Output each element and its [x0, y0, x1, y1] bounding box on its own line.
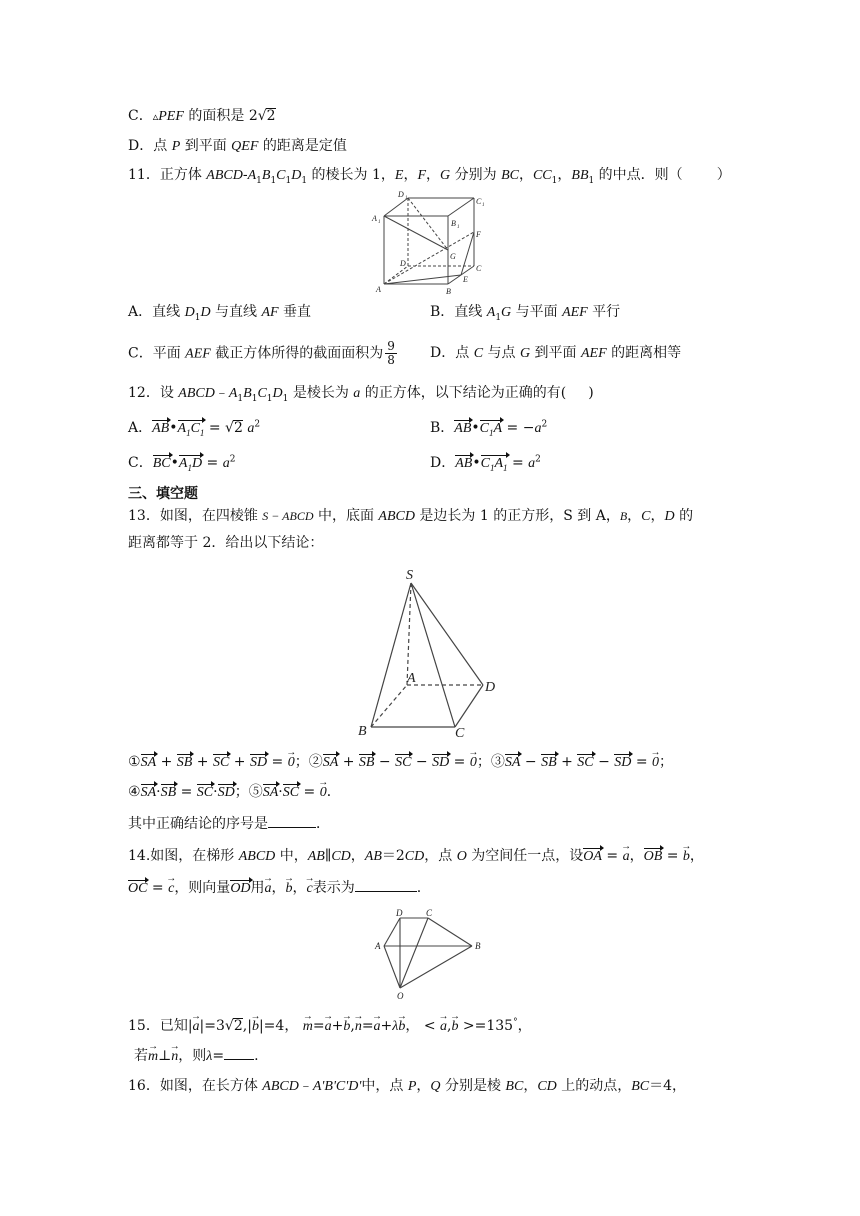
label-a: A: [407, 671, 416, 686]
fraction-9-8: $\frac{9}{8}$: [387, 339, 395, 367]
segment-oc: [400, 918, 428, 988]
svg-text:1: 1: [457, 225, 460, 230]
q15-stem-line2: 若→ m⊥→ n，则λ= .: [134, 1046, 259, 1067]
q12-option-c[interactable]: C．$BC•A_1D = a^2$: [128, 454, 236, 473]
label-f: F: [476, 230, 481, 239]
edge-sa: [407, 583, 411, 685]
answer-blank-15[interactable]: [224, 1059, 254, 1060]
cube-figure: [370, 188, 490, 298]
label-d: D: [485, 680, 496, 695]
segment-oa: [384, 946, 400, 988]
pyramid-figure: [355, 565, 505, 740]
q12-stem: 12．设 $ABCD﹣A_1B_1C_1D_1$ 是棱长为 a 的正方体，以下结论为正确的有( ): [128, 385, 594, 404]
edge-sb: [371, 583, 411, 727]
answer-blank-14[interactable]: [355, 891, 417, 892]
q14-stem-line2: OC = → c，则向量OD用→ a，→ b，→ c表示为 .: [128, 878, 421, 899]
q13-stem-line2: 距离都等于 2．给出以下结论：: [128, 535, 324, 551]
q13-stem: 13．如图，在四棱锥 S − ABCD 中，底面 ABCD 是边长为 1 的正方形，S 到 A，B，C，D 的: [128, 508, 694, 524]
edge-b1c1: [448, 198, 474, 216]
q12-option-d[interactable]: D．$AB•C_1A_1 = a^2$: [430, 454, 541, 473]
label-g: G: [450, 252, 456, 261]
label-s: S: [406, 568, 413, 583]
q15-stem: 15．已知|→ a|=3√2,|→ b|=4， → m=→ a+→ b,→ n=→ a+λ→ b， < → a,→ b >=135°，: [128, 1016, 532, 1037]
q16-stem: 16．如图，在长方体 ABCD﹣A'B'C'D'中，点 P，Q 分别是棱 BC，CD 上的动点，BC＝4，: [128, 1078, 687, 1094]
section-title: 三、填空题: [128, 486, 198, 502]
svg-text:1: 1: [405, 196, 408, 201]
label-e: E: [463, 275, 468, 284]
segment-d1g: [408, 198, 448, 250]
q13-conclusions-1-3: ①SA + SB + SC + SD = → 0；②SA + SB − SC − SD = → 0；③SA − SB + SC − SD = → 0；: [128, 752, 673, 773]
label-d: D: [400, 259, 406, 268]
q12-option-b[interactable]: B．$AB•C_1A = -a^2$: [430, 419, 548, 438]
label-o: O: [397, 991, 404, 1001]
edge-sd: [411, 583, 483, 685]
label-c: C: [455, 726, 465, 741]
label-c: C: [426, 908, 433, 918]
segment-a1g: [384, 216, 448, 250]
edge-cb: [428, 918, 472, 946]
q13-question: 其中正确结论的序号是 ．: [128, 816, 330, 832]
label-b: B: [446, 287, 451, 296]
svg-text:1: 1: [378, 220, 381, 225]
label-b: B: [475, 941, 481, 951]
label-b: B: [358, 724, 367, 739]
svg-text:1: 1: [482, 203, 485, 208]
q12-option-a[interactable]: A．$AB•A_1C_1 = √2$ $a^2$: [128, 419, 261, 438]
q11-option-b[interactable]: B．直线 $A_1G$ 与平面 AEF 平行: [430, 304, 621, 323]
q11-option-c[interactable]: C．平面 AEF 截正方体所得的截面面积为 $\frac{9}{8}$: [128, 339, 395, 367]
label-c: C: [476, 264, 482, 273]
q13-conclusions-4-5: ④SA·SB = SC·SD；⑤SA·SC = → 0．: [128, 782, 341, 803]
edge-cd: [455, 685, 483, 727]
label-a: A: [375, 941, 381, 951]
q10-option-c[interactable]: C．▵PEF 的面积是 2√2: [128, 108, 276, 124]
triangle-symbol: ▵: [152, 110, 159, 123]
q14-stem: 14.如图，在梯形 ABCD 中，AB∥CD，AB＝2CD，点 O 为空间任一点，设OA = → a，OB = → b，: [128, 846, 704, 867]
edge-sc: [411, 583, 455, 727]
label-d1: D: [398, 190, 404, 199]
q11-stem: 11．正方体 ABCD-$A_1B_1C_1D_1$ 的棱长为 1，E，F，G 分别为 BC，$CC_1$，$BB_1$ 的中点．则（ ）: [128, 167, 731, 186]
sqrt-symbol: √: [257, 108, 267, 124]
q10-option-d[interactable]: D．点 P 到平面 QEF 的距离是定值: [128, 138, 347, 154]
q11-option-d[interactable]: D．点 C 与点 G 到平面 AEF 的距离相等: [430, 345, 682, 361]
trapezoid-figure: [370, 906, 490, 1002]
label-d: D: [396, 908, 403, 918]
q11-option-a[interactable]: A．直线 $D_1D$ 与直线 AF 垂直: [128, 304, 312, 323]
segment-ob: [400, 946, 472, 988]
label-b1: B: [451, 219, 456, 228]
label-a: A: [376, 285, 381, 294]
edge-da: [384, 918, 400, 946]
label-a1: A: [372, 214, 377, 223]
answer-blank-13[interactable]: [268, 827, 316, 828]
label-c1: C: [476, 197, 482, 206]
